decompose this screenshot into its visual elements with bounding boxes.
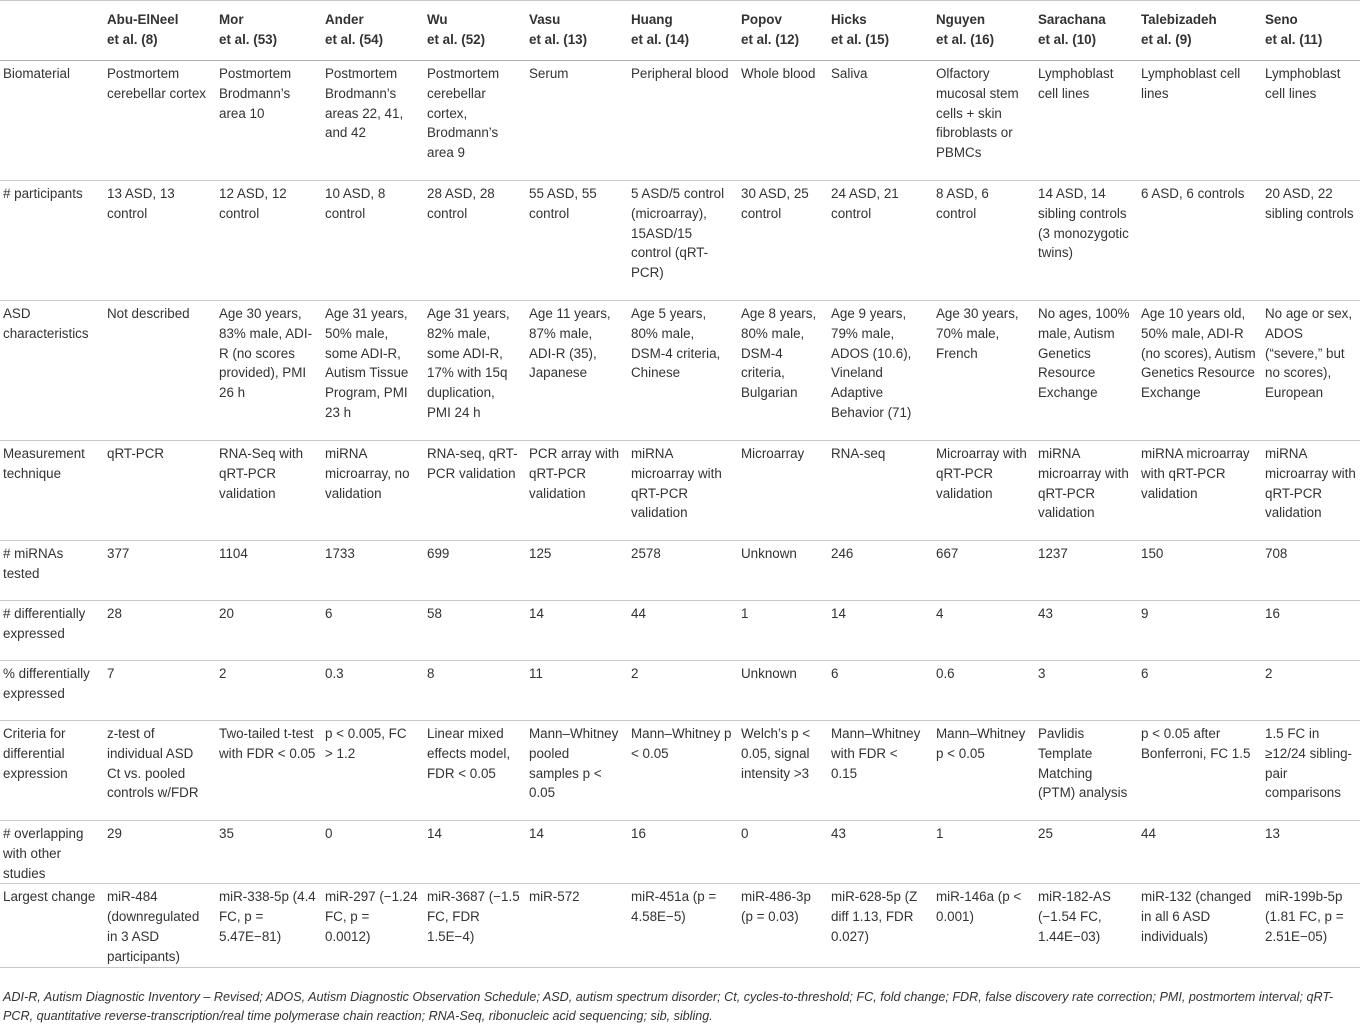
table-cell: 5 ASD/5 control (microarray), 15ASD/15 control (qRT-PCR)	[624, 181, 734, 301]
header-cell-study	[734, 1, 824, 61]
table-cell: Postmortem Brodmann’s area 10	[212, 61, 318, 181]
table-cell: miR-484 (downregulated in 3 ASD participants)	[100, 884, 212, 967]
study-author: Talebizadeh	[1141, 12, 1217, 27]
study-reference: et al. (14)	[631, 31, 690, 47]
table-cell: 0	[734, 821, 824, 884]
study-reference: et al. (52)	[427, 31, 486, 47]
table-row	[0, 301, 1360, 441]
row-label: Measurement technique	[0, 441, 100, 541]
table-row	[0, 181, 1360, 301]
table-row	[0, 601, 1360, 661]
table-cell: 14	[824, 601, 929, 661]
header-cell-study	[824, 1, 929, 61]
table-cell: Postmortem cerebellar cortex	[100, 61, 212, 181]
header-cell-study	[1258, 1, 1360, 61]
table-cell: 6	[318, 601, 420, 661]
table-cell: 14	[522, 821, 624, 884]
table-cell: Microarray with qRT-PCR validation	[929, 441, 1031, 541]
table-cell: Age 8 years, 80% male, DSM-4 criteria, Bulgarian	[734, 301, 824, 441]
table-cell: 43	[824, 821, 929, 884]
table-cell: Olfactory mucosal stem cells + skin fibroblasts or PBMCs	[929, 61, 1031, 181]
table-cell: 13	[1258, 821, 1360, 884]
study-reference: et al. (54)	[325, 31, 384, 47]
study-reference: et al. (9)	[1141, 31, 1192, 47]
table-cell: 13 ASD, 13 control	[100, 181, 212, 301]
table-cell: 30 ASD, 25 control	[734, 181, 824, 301]
table-cell: 29	[100, 821, 212, 884]
table-cell: 8	[420, 661, 522, 721]
table-cell: Mann–Whitney with FDR < 0.15	[824, 721, 929, 821]
study-author: Abu-ElNeel	[107, 12, 179, 27]
table-cell: Two-tailed t-test with FDR < 0.05	[212, 721, 318, 821]
table-cell: Unknown	[734, 541, 824, 601]
table-row	[0, 61, 1360, 181]
table-cell: Mann–Whitney pooled samples p < 0.05	[522, 721, 624, 821]
table-cell: Age 31 years, 50% male, some ADI-R, Autism Tissue Program, PMI 23 h	[318, 301, 420, 441]
table-cell: miR-3687 (−1.5 FC, FDR 1.5E−4)	[420, 884, 522, 967]
study-author: Sarachana	[1038, 12, 1106, 27]
table-footnote: ADI-R, Autism Diagnostic Inventory – Revised; ADOS, Autism Diagnostic Observation Schedule; ASD, autism spectrum disorder; Ct, cycles-to-threshold; FC, fold change; FDR, false discovery rate correction; PMI, postmortem interval; qRT-PCR, quantitative reverse-transcription/real time polymerase chain reaction; RNA-Seq, ribonucleic acid sequencing; sib, sibling.	[3, 990, 1334, 1023]
table-cell: 35	[212, 821, 318, 884]
table-cell: 24 ASD, 21 control	[824, 181, 929, 301]
table-cell: 11	[522, 661, 624, 721]
table-cell: Mann–Whitney p < 0.05	[929, 721, 1031, 821]
table-header	[0, 1, 1360, 61]
table-row	[0, 541, 1360, 601]
table-cell: 1	[929, 821, 1031, 884]
table-cell: 8 ASD, 6 control	[929, 181, 1031, 301]
row-label: % differentially expressed	[0, 661, 100, 721]
table-cell: Not described	[100, 301, 212, 441]
table-cell: miRNA microarray with qRT-PCR validation	[624, 441, 734, 541]
row-label: Criteria for differential expression	[0, 721, 100, 821]
table-cell: 20	[212, 601, 318, 661]
study-reference: et al. (11)	[1265, 31, 1323, 47]
table-cell: Age 30 years, 83% male, ADI-R (no scores provided), PMI 26 h	[212, 301, 318, 441]
header-row	[0, 1, 1360, 61]
table-cell: 44	[624, 601, 734, 661]
table-cell: 667	[929, 541, 1031, 601]
row-label: Biomaterial	[0, 61, 100, 181]
table-cell: 2	[624, 661, 734, 721]
table-cell: Lymphoblast cell lines	[1258, 61, 1360, 181]
table-cell: 0.6	[929, 661, 1031, 721]
table-row	[0, 721, 1360, 821]
header-cell-study	[1031, 1, 1134, 61]
table-cell: p < 0.05 after Bonferroni, FC 1.5	[1134, 721, 1258, 821]
row-label: # miRNAs tested	[0, 541, 100, 601]
table-body	[0, 61, 1360, 968]
table-cell: miR-199b-5p (1.81 FC, p = 2.51E−05)	[1258, 884, 1360, 967]
table-cell: Pavlidis Template Matching (PTM) analysis	[1031, 721, 1134, 821]
table-cell: Age 9 years, 79% male, ADOS (10.6), Vineland Adaptive Behavior (71)	[824, 301, 929, 441]
header-cell-study	[522, 1, 624, 61]
table-row	[0, 441, 1360, 541]
row-label: # participants	[0, 181, 100, 301]
table-cell: 20 ASD, 22 sibling controls	[1258, 181, 1360, 301]
table-cell: Microarray	[734, 441, 824, 541]
table-cell: 1104	[212, 541, 318, 601]
table-cell: 2	[212, 661, 318, 721]
table-cell: PCR array with qRT-PCR validation	[522, 441, 624, 541]
header-cell-study	[100, 1, 212, 61]
table-cell: 708	[1258, 541, 1360, 601]
study-reference: et al. (8)	[107, 31, 158, 47]
study-author: Hicks	[831, 12, 867, 27]
table-cell: miR-486-3p (p = 0.03)	[734, 884, 824, 967]
table-cell: RNA-Seq with qRT-PCR validation	[212, 441, 318, 541]
table-cell: 14	[420, 821, 522, 884]
table-cell: 55 ASD, 55 control	[522, 181, 624, 301]
table-cell: 16	[1258, 601, 1360, 661]
table-cell: 1	[734, 601, 824, 661]
table-row	[0, 821, 1360, 884]
table-cell: z-test of individual ASD Ct vs. pooled controls w/FDR	[100, 721, 212, 821]
study-author: Nguyen	[936, 12, 986, 27]
table-cell: 6 ASD, 6 controls	[1134, 181, 1258, 301]
table-cell: Postmortem cerebellar cortex, Brodmann’s area 9	[420, 61, 522, 181]
row-label: # overlapping with other studies	[0, 821, 100, 884]
header-cell-study	[318, 1, 420, 61]
table-cell: No ages, 100% male, Autism Genetics Resource Exchange	[1031, 301, 1134, 441]
study-reference: et al. (12)	[741, 31, 800, 47]
table-cell: Lymphoblast cell lines	[1134, 61, 1258, 181]
table-cell: miRNA microarray, no validation	[318, 441, 420, 541]
table-cell: Age 10 years old, 50% male, ADI-R (no scores), Autism Genetics Resource Exchange	[1134, 301, 1258, 441]
table-cell: 125	[522, 541, 624, 601]
study-author: Huang	[631, 12, 673, 27]
study-reference: et al. (15)	[831, 31, 890, 47]
table-cell: 6	[824, 661, 929, 721]
study-reference: et al. (53)	[219, 31, 278, 47]
header-cell-study	[1134, 1, 1258, 61]
table-cell: RNA-seq, qRT-PCR validation	[420, 441, 522, 541]
table-cell: Peripheral blood	[624, 61, 734, 181]
table-cell: miR-132 (changed in all 6 ASD individuals)	[1134, 884, 1258, 967]
study-reference: et al. (16)	[936, 31, 995, 47]
table-cell: 14 ASD, 14 sibling controls (3 monozygotic twins)	[1031, 181, 1134, 301]
table-cell: Mann–Whitney p < 0.05	[624, 721, 734, 821]
header-cell-study	[212, 1, 318, 61]
table-cell: Serum	[522, 61, 624, 181]
table-cell: 1.5 FC in ≥12/24 sibling-pair comparisons	[1258, 721, 1360, 821]
table-cell: 14	[522, 601, 624, 661]
row-label: Largest change	[0, 884, 100, 967]
table-cell: Saliva	[824, 61, 929, 181]
table-cell: Age 30 years, 70% male, French	[929, 301, 1031, 441]
table-cell: 25	[1031, 821, 1134, 884]
header-cell-study	[420, 1, 522, 61]
table-cell: 1237	[1031, 541, 1134, 601]
table-cell: p < 0.005, FC > 1.2	[318, 721, 420, 821]
table-cell: miR-572	[522, 884, 624, 967]
row-label: # differentially expressed	[0, 601, 100, 661]
table-cell: 28	[100, 601, 212, 661]
study-author: Seno	[1265, 12, 1298, 27]
table-cell: 6	[1134, 661, 1258, 721]
table-cell: 12 ASD, 12 control	[212, 181, 318, 301]
table-cell: No age or sex, ADOS (“severe,” but no scores), European	[1258, 301, 1360, 441]
table-cell: Lymphoblast cell lines	[1031, 61, 1134, 181]
table-cell: 150	[1134, 541, 1258, 601]
table-cell: miRNA microarray with qRT-PCR validation	[1134, 441, 1258, 541]
table-cell: Postmortem Brodmann’s areas 22, 41, and 42	[318, 61, 420, 181]
table-cell: miRNA microarray with qRT-PCR validation	[1031, 441, 1134, 541]
table-cell: qRT-PCR	[100, 441, 212, 541]
table-cell: 2578	[624, 541, 734, 601]
header-cell-study	[929, 1, 1031, 61]
table-row	[0, 661, 1360, 721]
table-cell: 10 ASD, 8 control	[318, 181, 420, 301]
table-cell: 699	[420, 541, 522, 601]
study-author: Wu	[427, 12, 448, 27]
table-cell: 0	[318, 821, 420, 884]
table-cell: 28 ASD, 28 control	[420, 181, 522, 301]
table-cell: 246	[824, 541, 929, 601]
table-cell: miR-628-5p (Z diff 1.13, FDR 0.027)	[824, 884, 929, 967]
study-author: Popov	[741, 12, 782, 27]
table-cell: Age 31 years, 82% male, some ADI-R, 17% with 15q duplication, PMI 24 h	[420, 301, 522, 441]
row-label: ASD characteristics	[0, 301, 100, 441]
table-row	[0, 884, 1360, 967]
table-cell: Welch’s p < 0.05, signal intensity >3	[734, 721, 824, 821]
table-cell: miR-146a (p < 0.001)	[929, 884, 1031, 967]
table-cell: miR-182-AS (−1.54 FC, 1.44E−03)	[1031, 884, 1134, 967]
study-author: Ander	[325, 12, 364, 27]
table-cell: Age 5 years, 80% male, DSM-4 criteria, Chinese	[624, 301, 734, 441]
header-cell-study	[624, 1, 734, 61]
table-cell: 43	[1031, 601, 1134, 661]
table-cell: 3	[1031, 661, 1134, 721]
table-cell: 9	[1134, 601, 1258, 661]
table-cell: Age 11 years, 87% male, ADI-R (35), Japanese	[522, 301, 624, 441]
table-cell: 16	[624, 821, 734, 884]
table-cell: 1733	[318, 541, 420, 601]
table-cell: 0.3	[318, 661, 420, 721]
table-cell: 2	[1258, 661, 1360, 721]
table-cell: 4	[929, 601, 1031, 661]
table-cell: Unknown	[734, 661, 824, 721]
study-author: Vasu	[529, 12, 561, 27]
table-cell: miR-338-5p (4.4 FC, p = 5.47E−81)	[212, 884, 318, 967]
table-cell: miR-297 (−1.24 FC, p = 0.0012)	[318, 884, 420, 967]
header-cell-blank	[0, 1, 100, 61]
table-cell: 58	[420, 601, 522, 661]
table-cell: RNA-seq	[824, 441, 929, 541]
table-cell: 44	[1134, 821, 1258, 884]
table-cell: 377	[100, 541, 212, 601]
table-cell: miR-451a (p = 4.58E−5)	[624, 884, 734, 967]
table-cell: Linear mixed effects model, FDR < 0.05	[420, 721, 522, 821]
study-author: Mor	[219, 12, 244, 27]
study-reference: et al. (10)	[1038, 31, 1097, 47]
table-cell: 7	[100, 661, 212, 721]
table-cell: Whole blood	[734, 61, 824, 181]
table-cell: miRNA microarray with qRT-PCR validation	[1258, 441, 1360, 541]
study-reference: et al. (13)	[529, 31, 588, 47]
